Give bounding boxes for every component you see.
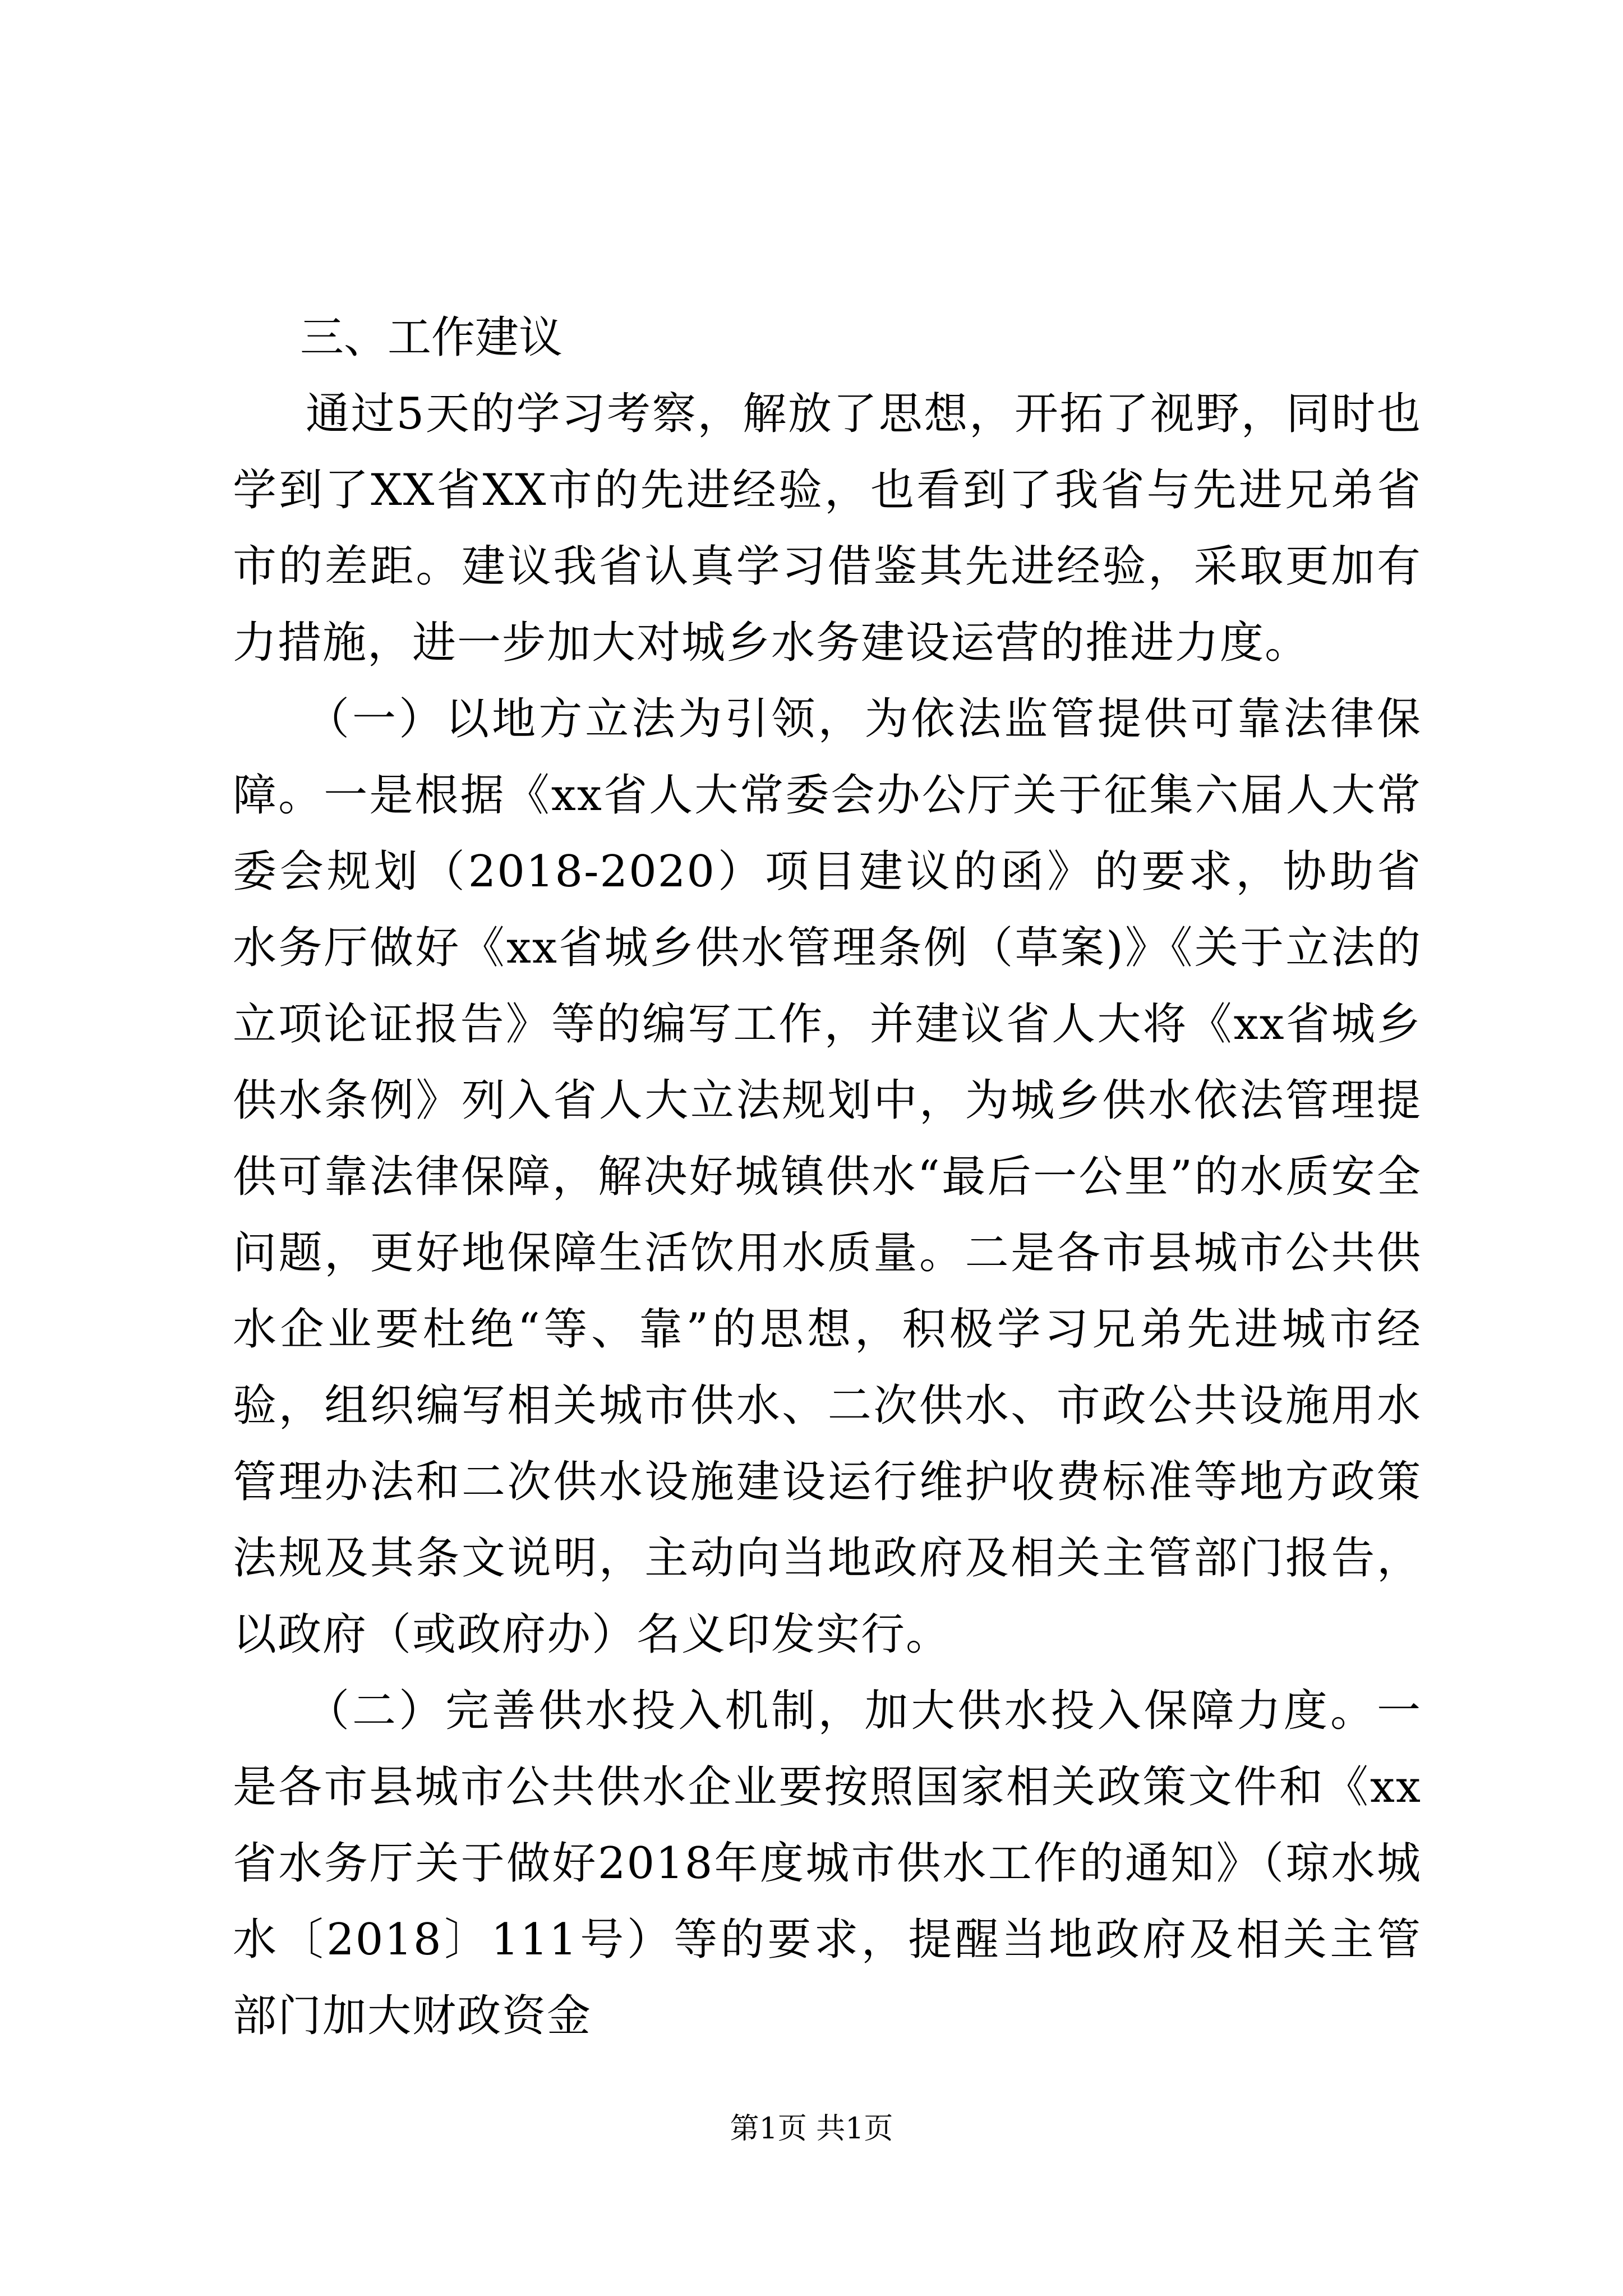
paragraph-investment: （二）完善供水投入机制，加大供水投入保障力度。一是各市县城市公共供水企业要按照国家相关政策文件和《xx省水务厅关于做好2018年度城市供水工作的通知》（琼水城水〔2018〕111号）等的要求，提醒当地政府及相关主管部门加大财政资金 (233, 1686, 1422, 2041)
document-body (233, 300, 1422, 2054)
paragraph-legislation: （一）以地方立法为引领，为依法监管提供可靠法律保障。一是根据《xx省人大常委会办公厅关于征集六届人大常委会规划（2018-2020）项目建议的函》的要求，协助省水务厅做好《xx省城乡供水管理条例（草案)》《关于立法的立项论证报告》等的编写工作，并建议省人大将《xx省城乡供水条例》列入省人大立法规划中，为城乡供水依法管理提供可靠法律保障，解决好城镇供水“最后一公里”的水质安全问题，更好地保障生活饮用水质量。二是各市县城市公共供水企业要杜绝“等、靠”的思想，积极学习兄弟先进城市经验，组织编写相关城市供水、二次供水、市政公共设施用水管理办法和二次供水设施建设运行维护收费标准等地方政策法规及其条文说明，主动向当地政府及相关主管部门报告，以政府（或政府办）名义印发实行。 (233, 694, 1422, 1660)
paragraph-intro: 通过5天的学习考察，解放了思想，开拓了视野，同时也学到了XX省XX市的先进经验，也看到了我省与先进兄弟省市的差距。建议我省认真学习借鉴其先进经验，采取更加有力措施，进一步加大对城乡水务建设运营的推进力度。 (233, 389, 1422, 668)
page-footer: 第1页 共1页 (730, 2112, 893, 2146)
section-heading: 三、工作建议 (300, 312, 563, 363)
